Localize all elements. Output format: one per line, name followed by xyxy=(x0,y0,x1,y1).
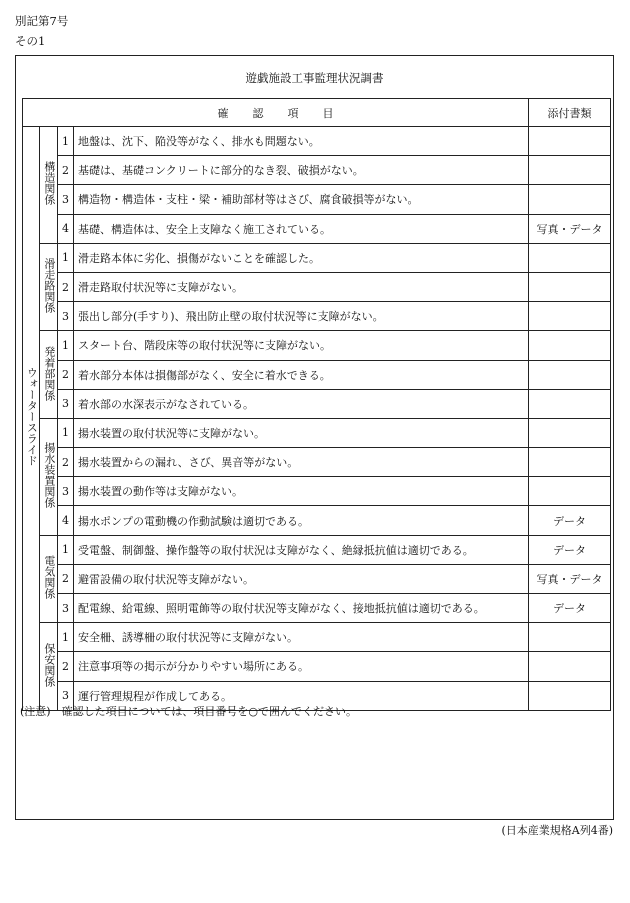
item-attachment xyxy=(529,448,611,477)
item-text: スタート台、階段床等の取付状況等に支障がない。 xyxy=(74,331,529,360)
item-number[interactable]: 2 xyxy=(58,156,74,185)
item-number[interactable]: 1 xyxy=(58,535,74,564)
item-text: 基礎は、基礎コンクリートに部分的なき裂、破損がない。 xyxy=(74,156,529,185)
item-number[interactable]: 1 xyxy=(58,331,74,360)
item-number[interactable]: 1 xyxy=(58,418,74,447)
item-attachment xyxy=(529,389,611,418)
table-row xyxy=(23,506,611,535)
item-number[interactable]: 3 xyxy=(58,594,74,623)
item-attachment xyxy=(529,418,611,447)
form-number-label: 別記第7号 xyxy=(15,14,69,28)
table-row xyxy=(23,652,611,681)
group-label: ウォータースライド xyxy=(25,367,39,467)
item-attachment: 写真・データ xyxy=(529,214,611,243)
item-number[interactable]: 4 xyxy=(58,506,74,535)
item-attachment: データ xyxy=(529,594,611,623)
item-number[interactable]: 4 xyxy=(58,214,74,243)
item-text: 配電線、給電線、照明電飾等の取付状況等支障がなく、接地抵抗値は適切である。 xyxy=(74,594,529,623)
item-number[interactable]: 1 xyxy=(58,127,74,156)
table-row xyxy=(23,564,611,593)
group-label-cell xyxy=(23,127,40,711)
item-attachment xyxy=(529,185,611,214)
item-text: 揚水装置の動作等は支障がない。 xyxy=(74,477,529,506)
category-cell xyxy=(40,243,58,331)
item-text: 運行管理規程が作成してある。 xyxy=(74,681,529,710)
category-cell xyxy=(40,623,58,711)
item-attachment xyxy=(529,302,611,331)
item-text: 避雷設備の取付状況等支障がない。 xyxy=(74,564,529,593)
note-text: (注意) 確認した項目については、項目番号を○で囲んでください。 xyxy=(20,705,357,718)
table-row xyxy=(23,623,611,652)
item-text: 地盤は、沈下、陥没等がなく、排水も問題ない。 xyxy=(74,127,529,156)
table-row xyxy=(23,185,611,214)
category-label: 構造関係 xyxy=(42,161,56,206)
category-cell xyxy=(40,418,58,535)
item-number[interactable]: 2 xyxy=(58,360,74,389)
table-row xyxy=(23,127,611,156)
column-header-check-items: 確認項目 xyxy=(23,99,529,127)
table-row xyxy=(23,243,611,272)
table-row xyxy=(23,535,611,564)
table-row xyxy=(23,156,611,185)
item-text: 揚水ポンプの電動機の作動試験は適切である。 xyxy=(74,506,529,535)
column-header-attachments: 添付書類 xyxy=(529,99,611,127)
item-attachment xyxy=(529,623,611,652)
item-text: 滑走路取付状況等に支障がない。 xyxy=(74,272,529,301)
item-text: 着水部の水深表示がなされている。 xyxy=(74,389,529,418)
form-frame xyxy=(15,55,614,820)
item-attachment xyxy=(529,156,611,185)
item-attachment xyxy=(529,272,611,301)
item-number[interactable]: 1 xyxy=(58,623,74,652)
item-text: 注意事項等の掲示が分かりやすい場所にある。 xyxy=(74,652,529,681)
item-number[interactable]: 3 xyxy=(58,302,74,331)
table-row xyxy=(23,477,611,506)
item-text: 着水部分本体は損傷部がなく、安全に着水できる。 xyxy=(74,360,529,389)
item-text: 受電盤、制御盤、操作盤等の取付状況は支障がなく、絶縁抵抗値は適切である。 xyxy=(74,535,529,564)
category-cell xyxy=(40,535,58,623)
table-row xyxy=(23,418,611,447)
item-attachment: 写真・データ xyxy=(529,564,611,593)
category-label: 滑走路関係 xyxy=(42,258,56,314)
item-text: 滑走路本体に劣化、損傷がないことを確認した。 xyxy=(74,243,529,272)
item-number[interactable]: 2 xyxy=(58,448,74,477)
item-attachment xyxy=(529,331,611,360)
item-number[interactable]: 3 xyxy=(58,681,74,710)
item-number[interactable]: 1 xyxy=(58,243,74,272)
table-row xyxy=(23,594,611,623)
item-number[interactable]: 3 xyxy=(58,477,74,506)
item-text: 安全柵、誘導柵の取付状況等に支障がない。 xyxy=(74,623,529,652)
item-text: 基礎、構造体は、安全上支障なく施工されている。 xyxy=(74,214,529,243)
item-attachment xyxy=(529,127,611,156)
table-row xyxy=(23,272,611,301)
table-header-row xyxy=(23,99,611,127)
item-attachment xyxy=(529,652,611,681)
item-attachment: データ xyxy=(529,506,611,535)
category-label: 揚水装置関係 xyxy=(42,442,56,509)
category-cell xyxy=(40,331,58,419)
form-part-label: その1 xyxy=(15,34,46,48)
item-attachment xyxy=(529,681,611,710)
item-number[interactable]: 2 xyxy=(58,272,74,301)
item-text: 揚水装置の取付状況等に支障がない。 xyxy=(74,418,529,447)
item-number[interactable]: 3 xyxy=(58,185,74,214)
item-text: 張出し部分(手すり)、飛出防止壁の取付状況等に支障がない。 xyxy=(74,302,529,331)
item-text: 揚水装置からの漏れ、さび、異音等がない。 xyxy=(74,448,529,477)
category-label: 電気関係 xyxy=(42,555,56,600)
table-row xyxy=(23,389,611,418)
paper-size-footer: (日本産業規格A列4番) xyxy=(501,824,613,837)
table-row xyxy=(23,448,611,477)
item-attachment: データ xyxy=(529,535,611,564)
table-row xyxy=(23,360,611,389)
item-number[interactable]: 2 xyxy=(58,564,74,593)
item-number[interactable]: 3 xyxy=(58,389,74,418)
category-label: 保安関係 xyxy=(42,642,56,687)
table-row xyxy=(23,214,611,243)
table-row xyxy=(23,331,611,360)
category-label: 発着部関係 xyxy=(42,345,56,401)
item-number[interactable]: 2 xyxy=(58,652,74,681)
item-text: 構造物・構造体・支柱・梁・補助部材等はさび、腐食破損等がない。 xyxy=(74,185,529,214)
category-cell xyxy=(40,127,58,244)
item-attachment xyxy=(529,243,611,272)
form-title: 遊戯施設工事監理状況調書 xyxy=(245,71,384,85)
table-row xyxy=(23,302,611,331)
inspection-table xyxy=(22,98,611,711)
item-attachment xyxy=(529,477,611,506)
item-attachment xyxy=(529,360,611,389)
